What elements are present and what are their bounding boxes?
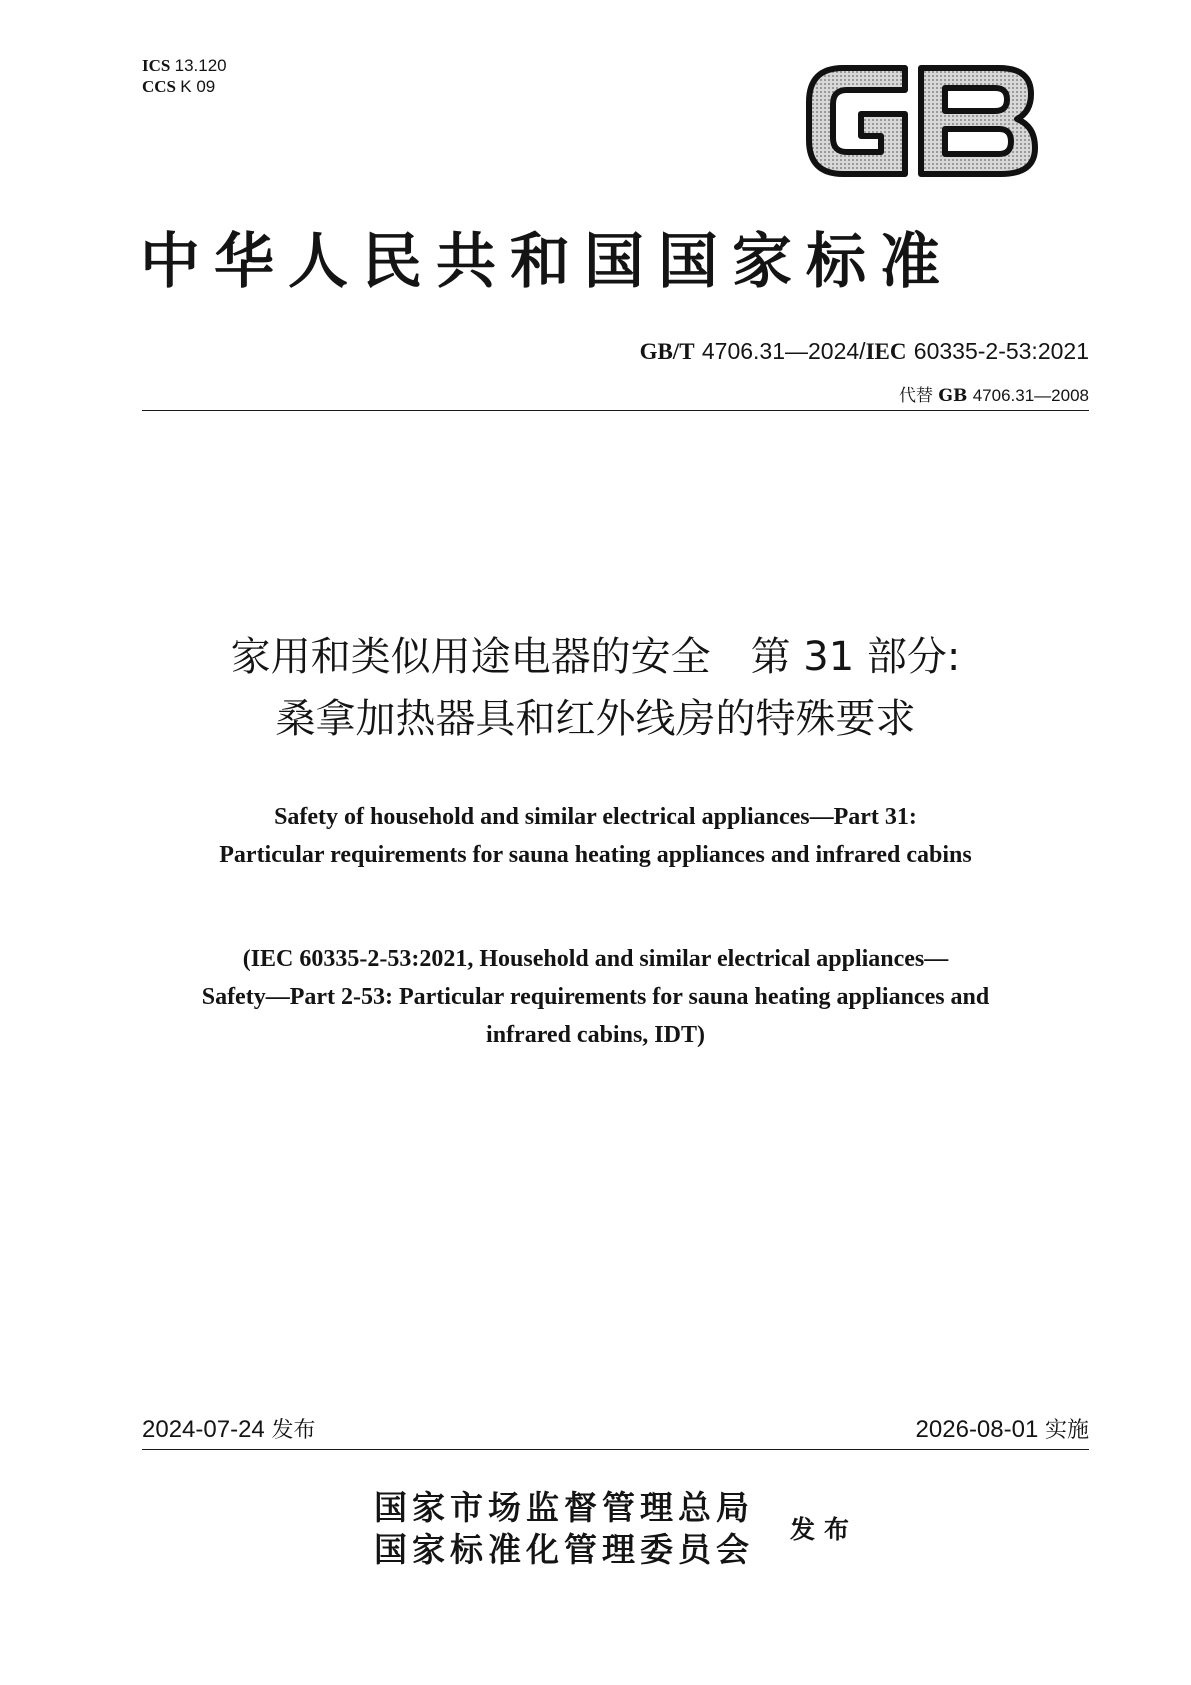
top-divider xyxy=(142,410,1089,411)
ccs-label: CCS xyxy=(142,77,177,96)
issue-date xyxy=(142,1413,315,1444)
en-title-line2: Particular requirements for sauna heating appliances and infrared cabins xyxy=(219,842,972,868)
issue-date-label: 发布 xyxy=(271,1418,316,1443)
standard-number xyxy=(640,338,1089,365)
replaces-prefix: GB xyxy=(938,386,968,406)
issuer-line2: 国家标准化管理委员会 xyxy=(374,1530,754,1569)
iec-prefix: IEC xyxy=(865,339,907,364)
gb-logo xyxy=(803,62,1039,180)
idt-line1: (IEC 60335-2-53:2021, Household and similar electrical appliances— xyxy=(242,946,949,972)
replaces-number: 4706.31—2008 xyxy=(972,386,1089,405)
issue-date-value: 2024-07-24 xyxy=(142,1416,265,1443)
replaces-label: 代替 xyxy=(899,386,934,406)
ics-value: 13.120 xyxy=(174,56,227,75)
issue-action: 发布 xyxy=(790,1515,859,1544)
idt-line3: infrared cabins, IDT) xyxy=(486,1022,705,1048)
ccs-value: K 09 xyxy=(180,77,216,96)
replaces-standard xyxy=(899,381,1089,406)
standard-number-value: 4706.31—2024/ xyxy=(701,338,866,364)
ics-label: ICS xyxy=(142,56,171,75)
en-title-line1: Safety of household and similar electrical appliances—Part 31: xyxy=(274,804,917,830)
issuer-line1: 国家市场监督管理总局 xyxy=(374,1488,754,1527)
bottom-divider xyxy=(142,1449,1089,1450)
standard-prefix: GB/T xyxy=(639,339,695,364)
classification-codes xyxy=(142,55,227,97)
effective-date-label: 实施 xyxy=(1044,1418,1089,1443)
cn-title-line1: 家用和类似用途电器的安全 第 31 部分: xyxy=(230,634,961,680)
ics-code xyxy=(142,55,227,76)
cn-title-line2: 桑拿加热器具和红外线房的特殊要求 xyxy=(275,696,916,742)
effective-date-value: 2026-08-01 xyxy=(915,1416,1039,1443)
ccs-code xyxy=(142,76,227,97)
effective-date xyxy=(916,1413,1089,1444)
national-standard-title: 中华人民共和国国家标准 xyxy=(140,227,954,297)
iec-number: 60335-2-53:2021 xyxy=(913,338,1089,364)
idt-line2: Safety—Part 2-53: Particular requirements for sauna heating appliances and xyxy=(201,984,990,1010)
